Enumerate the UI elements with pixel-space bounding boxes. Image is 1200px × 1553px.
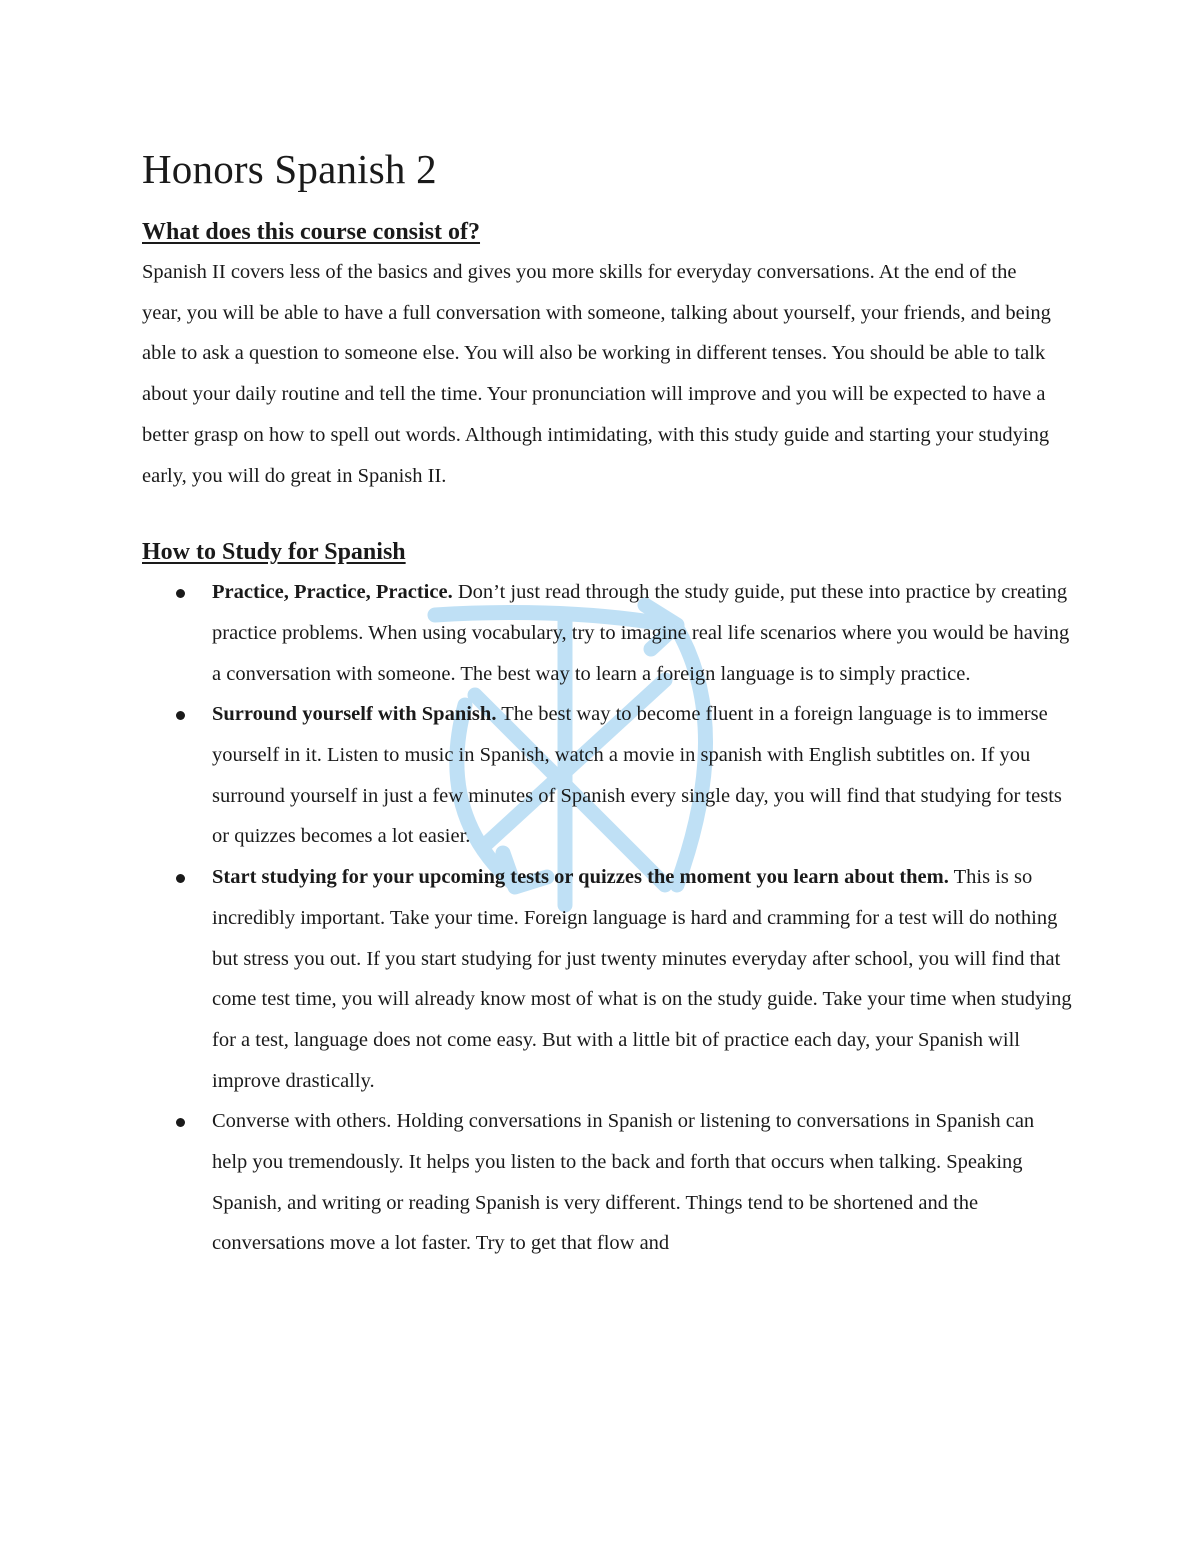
bullet-icon xyxy=(176,589,185,598)
tip-lead: Practice, Practice, Practice. xyxy=(212,581,453,604)
bullet-icon xyxy=(176,1118,185,1127)
bullet-icon xyxy=(176,711,185,720)
tip-text: Converse with others. Holding conversations in Spanish or listening to conversations in Spanish can help you tremendously. It helps you listen to the back and forth that occurs when talking. Speaking Spanish, and writing or reading Spanish is very different. Things tend to be shortened and the conversations move a lot faster. Try to get that flow and xyxy=(212,1110,1035,1255)
tip-text: This is so incredibly important. Take your time. Foreign language is hard and cramming for a test will do nothing but stress you out. If you start studying for just twenty minutes everyday after school, you will find that come test time, you will already know most of what is on the study guide. Take your time when studying for a test, language does not come easy. But with a little bit of practice each day, your Spanish will improve drastically. xyxy=(212,866,1072,1092)
tip-text: The best way to become fluent in a foreign language is to immerse yourself in it. Listen to music in Spanish, watch a movie in spanish with English subtitles on. If you surround yourself in just a few minutes of Spanish every single day, you will find that studying for tests or quizzes becomes a lot easier. xyxy=(212,703,1062,848)
study-tips-list xyxy=(142,572,1082,1264)
list-item xyxy=(142,857,1072,1101)
tip-lead: Start studying for your upcoming tests or quizzes the moment you learn about them. xyxy=(212,866,949,889)
section-heading-course: What does this course consist of? xyxy=(142,219,481,245)
list-item xyxy=(142,694,1072,857)
section-heading-study: How to Study for Spanish xyxy=(142,539,406,566)
document-title: Honors Spanish 2 xyxy=(142,146,437,192)
bullet-icon xyxy=(176,874,185,883)
list-item xyxy=(142,572,1072,694)
list-item xyxy=(142,1101,1072,1264)
tip-lead: Surround yourself with Spanish. xyxy=(212,703,497,726)
document-content xyxy=(142,140,1082,1264)
course-description-paragraph: Spanish II covers less of the basics and gives you more skills for everyday conversations. At the end of the year, you will be able to have a full conversation with someone, talking about yourself, your friends, and being able to ask a question to someone else. You will also be working in different tenses. You should be able to talk about your daily routine and tell the time. Your pronunciation will improve and you will be expected to have a better grasp on how to spell out words. Although intimidating, with this study guide and starting your studying early, you will do great in Spanish II. xyxy=(142,261,1051,487)
tip-text: Don’t just read through the study guide, put these into practice by creating practice problems. When using vocabulary, try to imagine real life scenarios where you would be having a conversation with someone. The best way to learn a foreign language is to simply practice. xyxy=(212,581,1070,685)
